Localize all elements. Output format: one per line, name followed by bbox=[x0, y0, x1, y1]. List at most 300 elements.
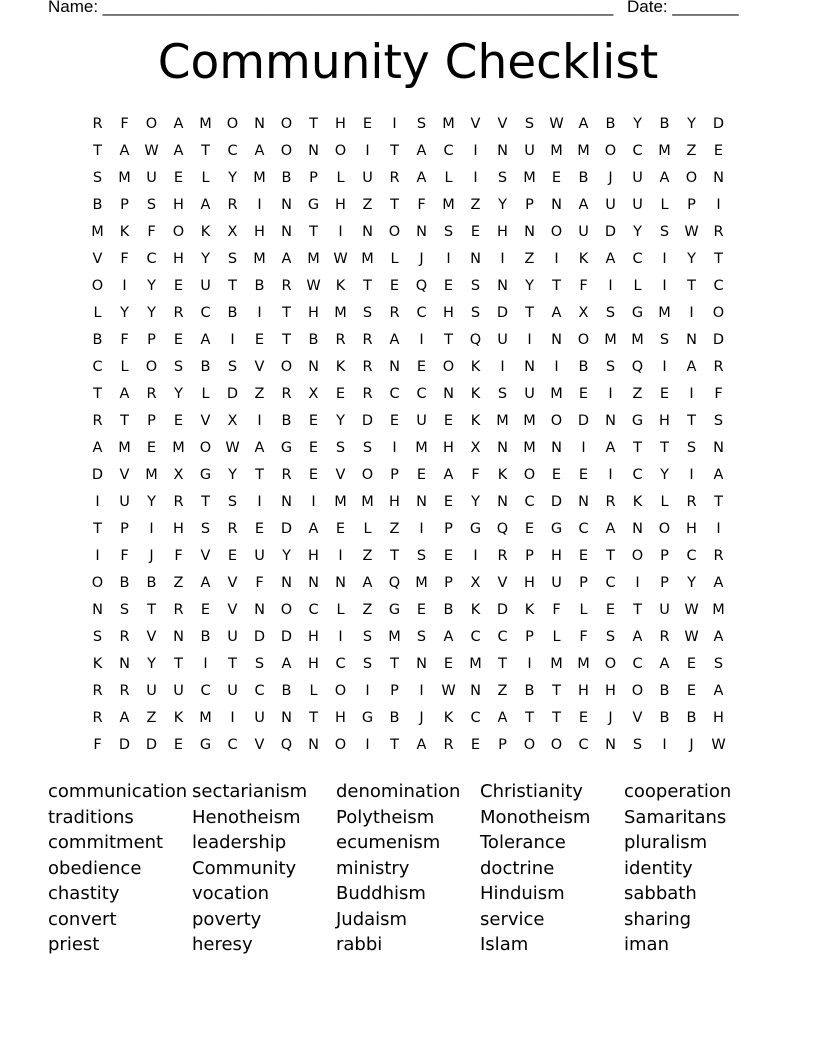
word-bank-item: communication bbox=[48, 781, 188, 802]
grid-letter: N bbox=[335, 575, 346, 591]
grid-letter: C bbox=[308, 602, 319, 618]
grid-letter: D bbox=[226, 386, 239, 402]
grid-letter: T bbox=[552, 683, 561, 699]
grid-letter: R bbox=[119, 683, 130, 699]
grid-letter: R bbox=[227, 197, 238, 213]
grid-letter: F bbox=[120, 251, 129, 267]
grid-letter: A bbox=[713, 629, 724, 645]
grid-row bbox=[84, 627, 732, 654]
word-bank-item: Judaism bbox=[336, 908, 408, 930]
grid-letter: G bbox=[388, 602, 401, 618]
word-bank-item: vocation bbox=[192, 883, 270, 904]
grid-letter: O bbox=[280, 116, 293, 132]
word-bank-item: convert bbox=[48, 908, 117, 930]
grid-letter: T bbox=[714, 251, 723, 267]
grid-letter: M bbox=[415, 440, 428, 456]
grid-row bbox=[84, 681, 732, 708]
grid-letter: H bbox=[308, 548, 319, 564]
grid-letter: H bbox=[335, 197, 346, 213]
grid-letter: D bbox=[91, 467, 104, 483]
word-bank-item: Polytheism bbox=[336, 806, 435, 828]
grid-letter: M bbox=[91, 224, 104, 240]
grid-row bbox=[84, 573, 732, 600]
grid-letter: I bbox=[419, 332, 424, 348]
grid-letter: M bbox=[658, 305, 671, 321]
grid-letter: U bbox=[362, 170, 373, 186]
grid-letter: E bbox=[524, 521, 535, 537]
grid-letter: T bbox=[687, 278, 696, 294]
grid-letter: M bbox=[496, 413, 509, 429]
grid-letter: V bbox=[227, 575, 238, 591]
grid-letter: C bbox=[632, 656, 643, 672]
grid-letter: F bbox=[579, 629, 588, 645]
grid-letter: O bbox=[226, 116, 239, 132]
grid-letter: E bbox=[362, 116, 373, 132]
grid-letter: T bbox=[606, 548, 615, 564]
grid-letter: L bbox=[336, 602, 345, 618]
grid-letter: Y bbox=[471, 494, 480, 510]
grid-letter: M bbox=[550, 656, 563, 672]
grid-letter: H bbox=[713, 710, 724, 726]
grid-letter: L bbox=[579, 602, 588, 618]
grid-letter: U bbox=[605, 197, 616, 213]
grid-letter: O bbox=[145, 359, 158, 375]
grid-letter: Q bbox=[415, 278, 428, 294]
word-bank-item: priest bbox=[48, 934, 100, 955]
grid-letter: O bbox=[334, 737, 347, 753]
grid-letter: R bbox=[281, 467, 292, 483]
grid-letter: C bbox=[632, 251, 643, 267]
grid-letter: E bbox=[551, 467, 562, 483]
grid-letter: F bbox=[714, 386, 723, 402]
grid-letter: A bbox=[551, 305, 562, 321]
grid-letter: A bbox=[605, 440, 616, 456]
grid-letter: T bbox=[633, 440, 642, 456]
grid-letter: J bbox=[419, 710, 424, 726]
grid-letter: D bbox=[712, 332, 725, 348]
grid-letter: I bbox=[527, 656, 532, 672]
grid-letter: D bbox=[145, 737, 158, 753]
grid-letter: Y bbox=[687, 251, 696, 267]
grid-letter: U bbox=[632, 197, 643, 213]
grid-letter: H bbox=[578, 683, 589, 699]
grid-letter: T bbox=[228, 278, 237, 294]
grid-letter: Y bbox=[633, 224, 642, 240]
grid-letter: H bbox=[308, 656, 319, 672]
grid-letter: N bbox=[308, 143, 319, 159]
grid-letter: N bbox=[119, 656, 130, 672]
grid-letter: C bbox=[254, 683, 265, 699]
grid-letter: S bbox=[227, 251, 238, 267]
grid-letter: B bbox=[389, 710, 400, 726]
grid-letter: O bbox=[631, 683, 644, 699]
grid-letter: E bbox=[335, 521, 346, 537]
grid-letter: L bbox=[201, 170, 210, 186]
grid-letter: Y bbox=[147, 278, 156, 294]
grid-letter: C bbox=[524, 494, 535, 510]
grid-letter: H bbox=[308, 305, 319, 321]
grid-letter: A bbox=[578, 197, 589, 213]
grid-row bbox=[84, 195, 732, 222]
grid-letter: I bbox=[338, 224, 343, 240]
word-bank-item: pluralism bbox=[624, 832, 708, 853]
grid-row bbox=[84, 249, 732, 276]
grid-letter: F bbox=[120, 116, 129, 132]
grid-letter: Q bbox=[280, 737, 293, 753]
grid-letter: N bbox=[281, 494, 292, 510]
grid-letter: W bbox=[144, 143, 159, 159]
grid-letter: P bbox=[444, 521, 453, 537]
grid-letter: X bbox=[227, 224, 238, 240]
grid-letter: T bbox=[390, 143, 399, 159]
grid-letter: N bbox=[713, 170, 724, 186]
grid-letter: N bbox=[632, 521, 643, 537]
grid-letter: R bbox=[389, 305, 400, 321]
grid-letter: R bbox=[173, 602, 184, 618]
grid-row bbox=[84, 276, 732, 303]
grid-letter: O bbox=[604, 656, 617, 672]
grid-letter: R bbox=[92, 413, 103, 429]
grid-letter: R bbox=[389, 170, 400, 186]
grid-letter: E bbox=[416, 602, 427, 618]
grid-letter: S bbox=[713, 413, 724, 429]
grid-letter: G bbox=[199, 467, 212, 483]
date-field-label: Date: _______ bbox=[627, 0, 739, 16]
grid-row bbox=[84, 222, 732, 249]
grid-letter: O bbox=[685, 170, 698, 186]
grid-letter: Z bbox=[686, 143, 697, 159]
grid-letter: C bbox=[497, 629, 508, 645]
grid-letter: T bbox=[309, 224, 318, 240]
grid-letter: S bbox=[605, 305, 616, 321]
grid-letter: Z bbox=[389, 521, 400, 537]
grid-letter: C bbox=[416, 386, 427, 402]
grid-letter: E bbox=[605, 602, 616, 618]
word-bank-item: ecumenism bbox=[336, 832, 441, 853]
grid-letter: R bbox=[335, 332, 346, 348]
grid-letter: N bbox=[416, 224, 427, 240]
grid-letter: C bbox=[605, 575, 616, 591]
grid-letter: K bbox=[632, 494, 643, 510]
grid-letter: O bbox=[442, 359, 455, 375]
grid-letter: Y bbox=[228, 170, 237, 186]
grid-letter: T bbox=[174, 656, 183, 672]
word-bank-item: poverty bbox=[192, 908, 262, 930]
grid-letter: I bbox=[608, 386, 613, 402]
word-bank-item: cooperation bbox=[624, 781, 732, 802]
grid-letter: I bbox=[446, 251, 451, 267]
grid-letter: T bbox=[93, 143, 102, 159]
grid-letter: I bbox=[122, 278, 127, 294]
grid-letter: L bbox=[633, 278, 642, 294]
grid-letter: V bbox=[227, 602, 238, 618]
word-bank-item: Buddhism bbox=[336, 883, 426, 904]
grid-letter: P bbox=[390, 467, 399, 483]
grid-letter: R bbox=[281, 278, 292, 294]
grid-letter: M bbox=[118, 440, 131, 456]
grid-letter: N bbox=[605, 737, 616, 753]
grid-letter: K bbox=[335, 359, 346, 375]
grid-letter: F bbox=[255, 575, 264, 591]
grid-letter: W bbox=[225, 440, 240, 456]
grid-letter: I bbox=[716, 197, 721, 213]
grid-letter: A bbox=[254, 440, 265, 456]
grid-letter: I bbox=[95, 548, 100, 564]
grid-letter: N bbox=[281, 710, 292, 726]
grid-letter: L bbox=[201, 386, 210, 402]
grid-letter: R bbox=[443, 737, 454, 753]
grid-letter: M bbox=[550, 386, 563, 402]
grid-letter: O bbox=[280, 143, 293, 159]
grid-letter: A bbox=[308, 521, 319, 537]
grid-letter: S bbox=[173, 359, 184, 375]
grid-letter: C bbox=[200, 683, 211, 699]
grid-row bbox=[84, 384, 732, 411]
grid-letter: O bbox=[523, 737, 536, 753]
grid-letter: A bbox=[659, 170, 670, 186]
grid-letter: I bbox=[473, 143, 478, 159]
grid-letter: W bbox=[549, 116, 564, 132]
grid-letter: S bbox=[92, 629, 103, 645]
grid-letter: P bbox=[660, 548, 669, 564]
grid-letter: C bbox=[146, 251, 157, 267]
word-bank-item: Islam bbox=[480, 934, 529, 955]
grid-letter: N bbox=[686, 332, 697, 348]
grid-letter: I bbox=[149, 521, 154, 537]
grid-letter: A bbox=[497, 710, 508, 726]
grid-letter: I bbox=[365, 683, 370, 699]
grid-row bbox=[84, 465, 732, 492]
grid-letter: Y bbox=[660, 467, 669, 483]
grid-letter: S bbox=[416, 629, 427, 645]
grid-letter: I bbox=[581, 440, 586, 456]
grid-letter: N bbox=[308, 359, 319, 375]
grid-letter: Y bbox=[201, 251, 210, 267]
grid-letter: S bbox=[227, 359, 238, 375]
grid-letter: I bbox=[365, 737, 370, 753]
grid-letter: H bbox=[173, 251, 184, 267]
grid-letter: T bbox=[498, 656, 507, 672]
grid-letter: Y bbox=[228, 467, 237, 483]
grid-letter: Y bbox=[147, 494, 156, 510]
grid-letter: P bbox=[120, 521, 129, 537]
grid-letter: I bbox=[230, 332, 235, 348]
grid-letter: A bbox=[578, 116, 589, 132]
word-bank-item: Tolerance bbox=[480, 832, 566, 853]
grid-letter: A bbox=[416, 143, 427, 159]
word-bank-item: leadership bbox=[192, 832, 287, 853]
grid-letter: F bbox=[120, 332, 129, 348]
grid-letter: U bbox=[524, 143, 535, 159]
grid-letter: B bbox=[578, 170, 589, 186]
grid-letter: T bbox=[309, 710, 318, 726]
grid-letter: U bbox=[632, 170, 643, 186]
grid-letter: E bbox=[416, 467, 427, 483]
grid-letter: B bbox=[227, 305, 238, 321]
grid-letter: H bbox=[335, 710, 346, 726]
grid-letter: B bbox=[146, 575, 157, 591]
grid-letter: Y bbox=[147, 656, 156, 672]
grid-letter: X bbox=[470, 440, 481, 456]
grid-letter: Z bbox=[497, 683, 508, 699]
grid-letter: H bbox=[551, 548, 562, 564]
grid-letter: W bbox=[684, 602, 699, 618]
grid-letter: C bbox=[470, 629, 481, 645]
grid-letter: R bbox=[92, 116, 103, 132]
grid-letter: Q bbox=[469, 332, 482, 348]
grid-letter: I bbox=[257, 197, 262, 213]
grid-letter: S bbox=[497, 386, 508, 402]
grid-letter: M bbox=[577, 656, 590, 672]
grid-letter: Y bbox=[687, 116, 696, 132]
grid-letter: E bbox=[308, 440, 319, 456]
grid-row bbox=[84, 411, 732, 438]
word-bank-item: Christianity bbox=[480, 781, 583, 802]
grid-letter: B bbox=[200, 359, 211, 375]
grid-letter: P bbox=[444, 575, 453, 591]
grid-letter: T bbox=[390, 197, 399, 213]
grid-letter: I bbox=[311, 494, 316, 510]
grid-letter: M bbox=[631, 332, 644, 348]
grid-row bbox=[84, 492, 732, 519]
grid-letter: V bbox=[200, 413, 211, 429]
grid-letter: E bbox=[200, 602, 211, 618]
grid-letter: U bbox=[551, 575, 562, 591]
grid-letter: C bbox=[632, 467, 643, 483]
grid-letter: F bbox=[120, 548, 129, 564]
grid-letter: B bbox=[200, 629, 211, 645]
grid-letter: B bbox=[92, 332, 103, 348]
grid-letter: D bbox=[604, 224, 617, 240]
grid-letter: B bbox=[281, 683, 292, 699]
grid-letter: H bbox=[443, 305, 454, 321]
grid-letter: H bbox=[659, 413, 670, 429]
grid-letter: O bbox=[280, 359, 293, 375]
grid-letter: T bbox=[93, 521, 102, 537]
grid-letter: Y bbox=[498, 197, 507, 213]
grid-letter: N bbox=[497, 494, 508, 510]
grid-letter: M bbox=[361, 251, 374, 267]
grid-letter: C bbox=[632, 143, 643, 159]
grid-letter: V bbox=[200, 548, 211, 564]
grid-letter: E bbox=[308, 413, 319, 429]
grid-letter: W bbox=[441, 683, 456, 699]
grid-letter: R bbox=[362, 386, 373, 402]
grid-letter: I bbox=[527, 332, 532, 348]
grid-letter: S bbox=[416, 116, 427, 132]
grid-letter: E bbox=[173, 737, 184, 753]
grid-letter: U bbox=[146, 683, 157, 699]
word-bank-item: denomination bbox=[336, 781, 461, 802]
word-bank-item: rabbi bbox=[336, 934, 383, 955]
word-bank-item: sectarianism bbox=[192, 781, 308, 802]
grid-letter: H bbox=[497, 224, 508, 240]
grid-letter: M bbox=[199, 710, 212, 726]
grid-letter: I bbox=[392, 116, 397, 132]
grid-row bbox=[84, 303, 732, 330]
grid-letter: F bbox=[579, 278, 588, 294]
grid-letter: A bbox=[173, 116, 184, 132]
grid-letter: C bbox=[335, 656, 346, 672]
word-bank-item: chastity bbox=[48, 883, 120, 904]
grid-letter: A bbox=[119, 143, 130, 159]
grid-letter: N bbox=[605, 413, 616, 429]
grid-letter: N bbox=[443, 386, 454, 402]
word-bank-item: commitment bbox=[48, 832, 164, 853]
grid-letter: K bbox=[200, 224, 211, 240]
grid-letter: I bbox=[419, 683, 424, 699]
grid-letter: K bbox=[470, 386, 481, 402]
grid-letter: U bbox=[497, 332, 508, 348]
grid-letter: Y bbox=[336, 413, 345, 429]
grid-letter: A bbox=[659, 656, 670, 672]
grid-letter: Z bbox=[524, 251, 535, 267]
grid-letter: E bbox=[443, 494, 454, 510]
grid-letter: I bbox=[473, 548, 478, 564]
grid-letter: P bbox=[687, 197, 696, 213]
grid-letter: Z bbox=[362, 548, 373, 564]
grid-letter: L bbox=[309, 683, 318, 699]
grid-letter: U bbox=[227, 683, 238, 699]
grid-letter: T bbox=[93, 386, 102, 402]
grid-letter: A bbox=[686, 359, 697, 375]
grid-letter: P bbox=[390, 683, 399, 699]
grid-letter: A bbox=[713, 575, 724, 591]
grid-letter: O bbox=[199, 440, 212, 456]
grid-letter: I bbox=[608, 467, 613, 483]
grid-letter: Y bbox=[147, 305, 156, 321]
grid-letter: V bbox=[335, 467, 346, 483]
grid-letter: M bbox=[523, 440, 536, 456]
grid-letter: C bbox=[578, 737, 589, 753]
grid-letter: V bbox=[146, 629, 157, 645]
grid-letter: F bbox=[471, 467, 480, 483]
word-bank-item: Monotheism bbox=[480, 806, 591, 828]
grid-letter: E bbox=[173, 332, 184, 348]
grid-letter: P bbox=[120, 197, 129, 213]
grid-letter: D bbox=[280, 521, 293, 537]
grid-letter: I bbox=[473, 170, 478, 186]
grid-letter: T bbox=[120, 413, 129, 429]
grid-letter: E bbox=[578, 386, 589, 402]
grid-letter: N bbox=[470, 683, 481, 699]
grid-letter: U bbox=[200, 278, 211, 294]
grid-letter: F bbox=[552, 602, 561, 618]
grid-letter: I bbox=[365, 143, 370, 159]
grid-letter: O bbox=[172, 224, 185, 240]
grid-letter: E bbox=[470, 224, 481, 240]
grid-letter: N bbox=[254, 116, 265, 132]
grid-letter: S bbox=[524, 116, 535, 132]
grid-letter: R bbox=[362, 332, 373, 348]
grid-letter: A bbox=[119, 710, 130, 726]
grid-letter: M bbox=[550, 143, 563, 159]
grid-letter: L bbox=[363, 521, 372, 537]
grid-letter: I bbox=[257, 413, 262, 429]
grid-letter: A bbox=[632, 629, 643, 645]
grid-letter: S bbox=[335, 440, 346, 456]
grid-letter: T bbox=[201, 494, 210, 510]
grid-letter: I bbox=[392, 440, 397, 456]
grid-letter: T bbox=[309, 116, 318, 132]
grid-letter: O bbox=[334, 683, 347, 699]
grid-letter: F bbox=[147, 224, 156, 240]
grid-letter: L bbox=[444, 170, 453, 186]
grid-letter: W bbox=[684, 629, 699, 645]
grid-letter: T bbox=[282, 305, 291, 321]
grid-letter: B bbox=[92, 197, 103, 213]
grid-letter: Z bbox=[632, 386, 643, 402]
